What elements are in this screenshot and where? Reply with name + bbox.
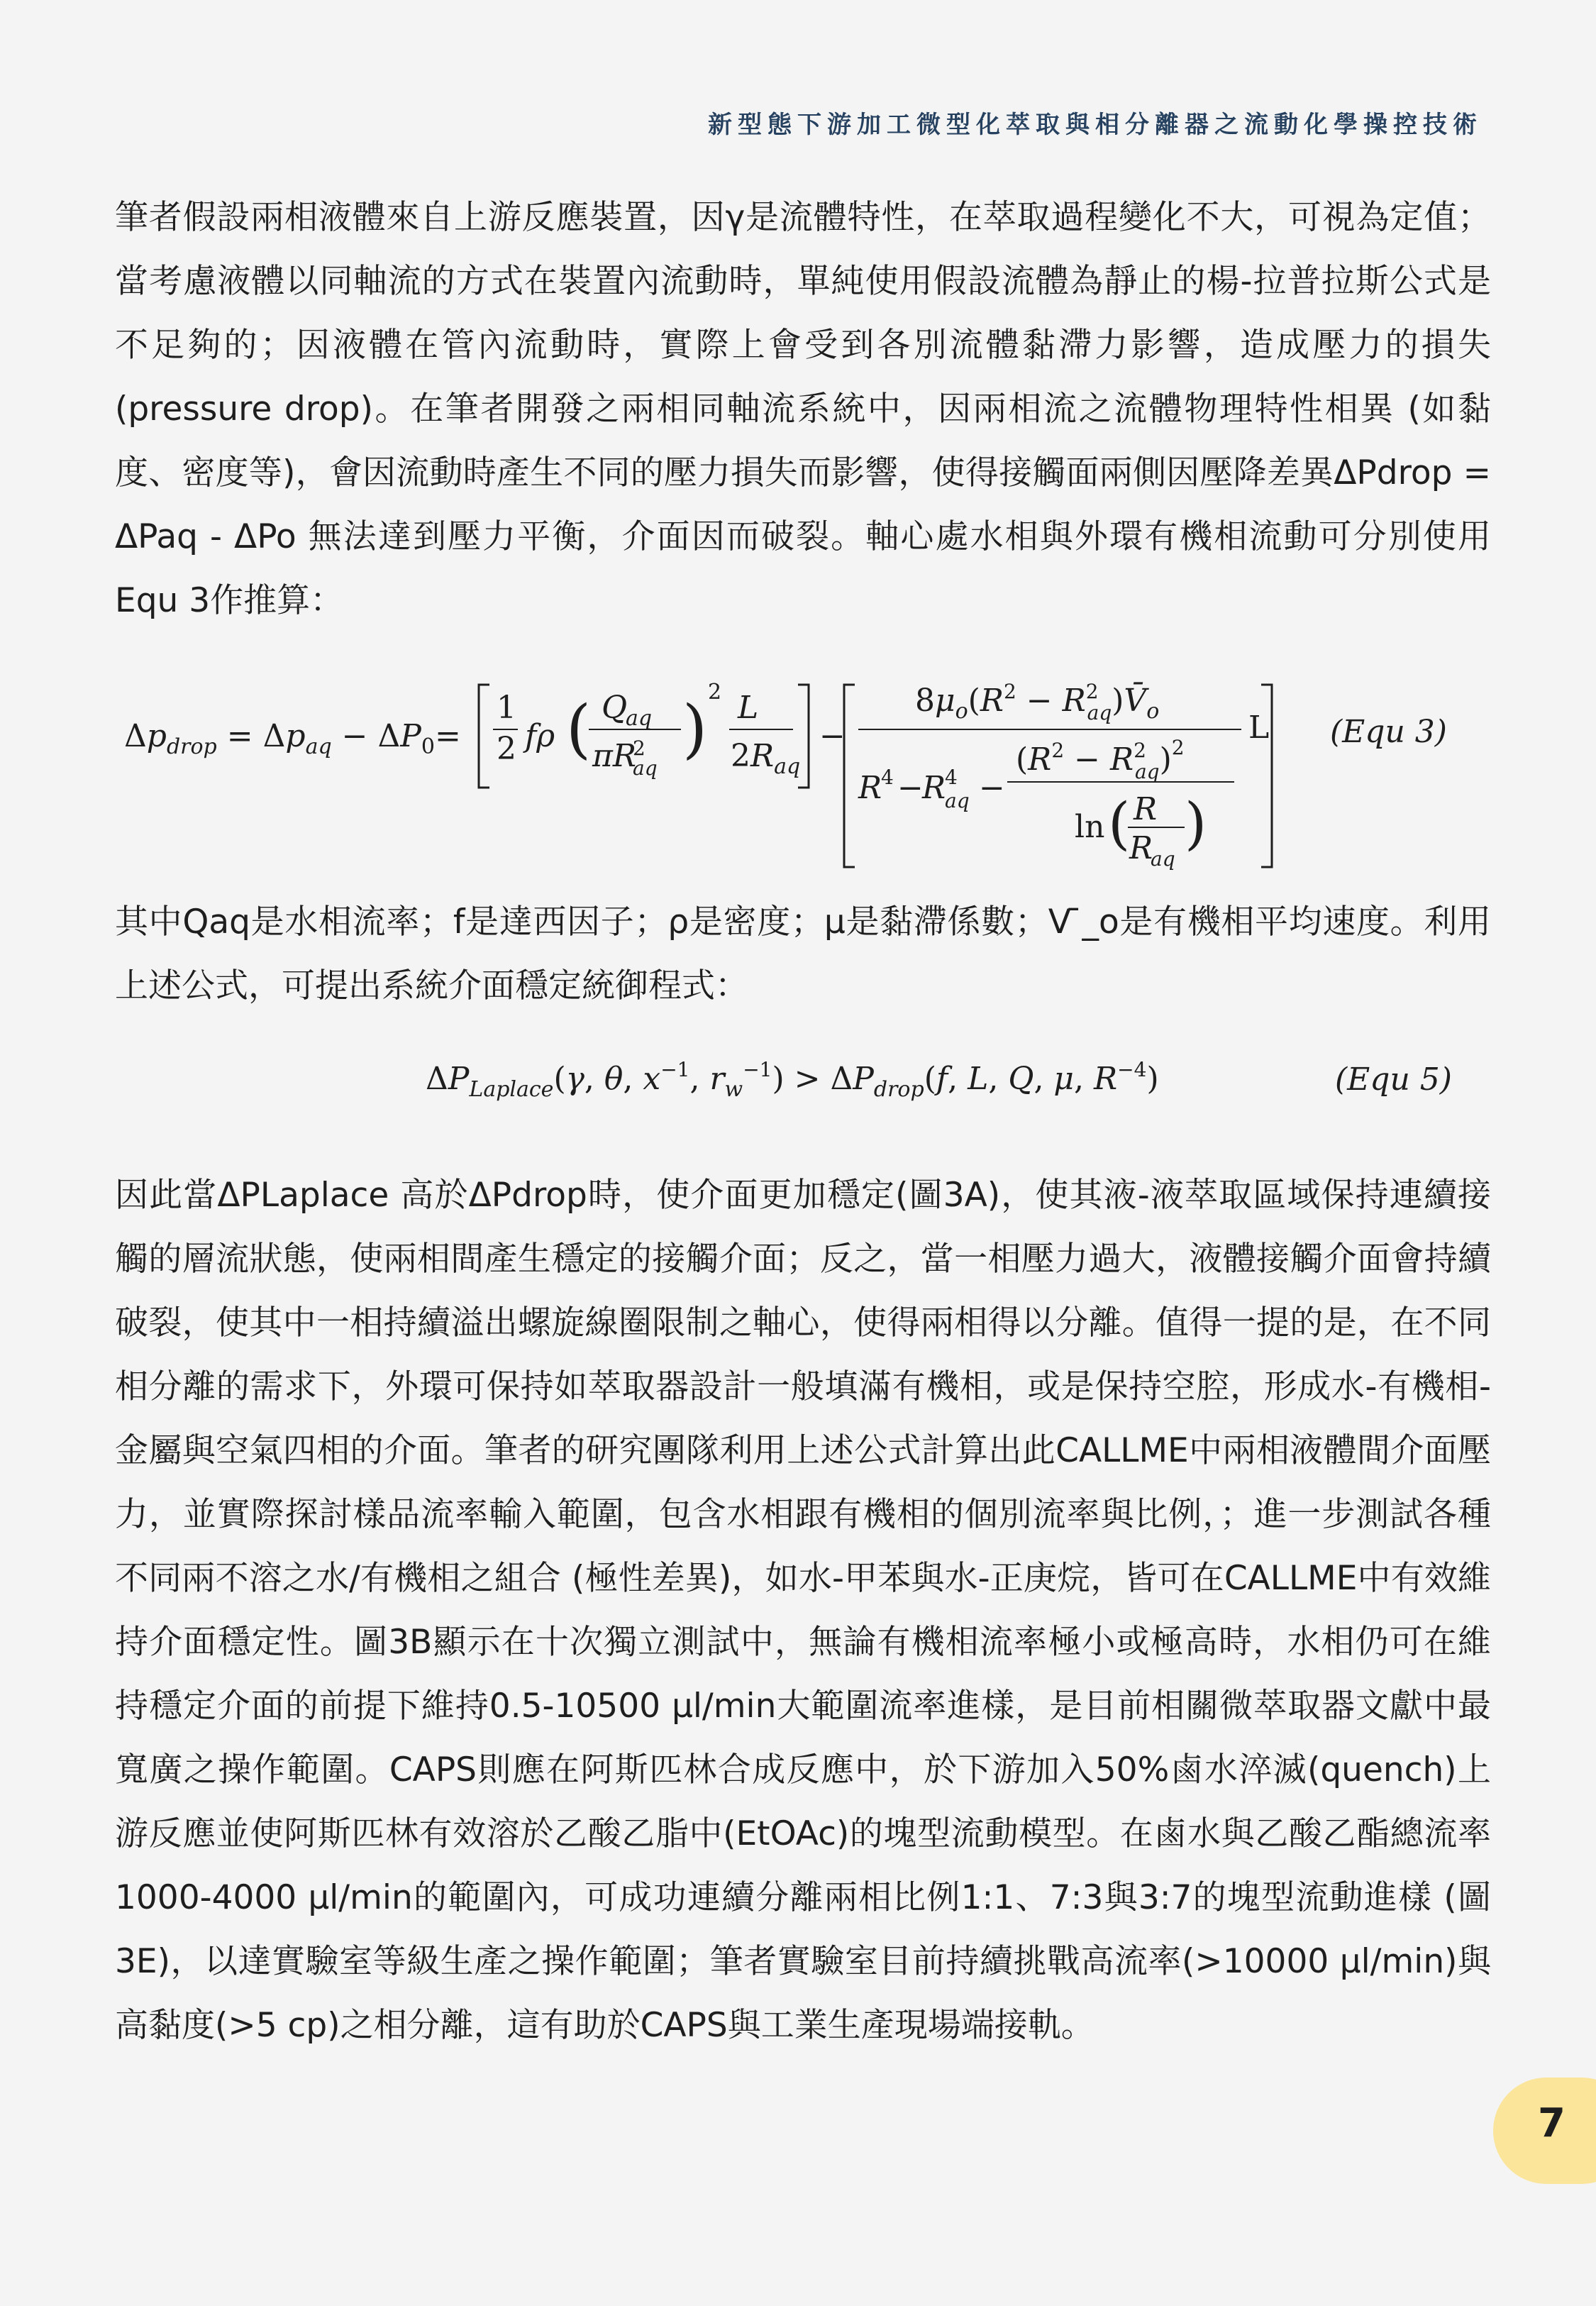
equation-5-graphic (426, 1050, 1490, 1107)
paragraph-2: 其中Qaq是水相流率；f是達西因子；ρ是密度；μ是黏滯係數；V ̄_o是有機相平均速度。利用上述公式，可提出系統介面穩定統御程式： (115, 903, 1491, 1005)
svg-text:(R2 − R2aq)2: ($R^2 - R^2$ aq)$^2$ (1016, 736, 1185, 783)
equation-5 (426, 1050, 1490, 1107)
svg-text:1: 1 (497, 690, 516, 726)
paragraph-3: 因此當ΔPLaplace 高於ΔPdrop時，使介面更加穩定(圖3A)，使其液-液萃取區域保持連續接觸的層流狀態，使兩相間產生穩定的接觸介面；反之，當一相壓力過大，液體接觸介面會持續破裂，使其中一相持續溢出螺旋線圈限制之軸心，使得兩相得以分離。值得一提的是，在不同相分離的需求下，外環可保持如萃取器設計一般填滿有機相，或是保持空腔，形成水-有機相-金屬與空氣四相的介面。筆者的研究團隊利用上述公式計算出此CALLME中兩相液體間介面壓力，並實際探討樣品流率輸入範圍，包含水相跟有機相的個別流率與比例，；進一步測試各種不同兩不溶之水/有機相之組合 (極性差異)，如水-甲苯與水-正庚烷，皆可在CALLME中有效維持介面穩定性。圖3B顯示在十次獨立測試中，無論有機相流率極小或極高時，水相仍可在維持穩定介面的前提下維持0.5-10500 μl/min大範圍流率進樣，是目前相關微萃取器文獻中最寬廣之操作範圍。CAPS則應在阿斯匹林合成反應中，於下游加入50%鹵水淬滅(quench)上游反應並使阿斯匹林有效溶於乙酸乙脂中(EtOAc)的塊型流動模型。在鹵水與乙酸乙酯總流率1000-4000 μl/min的範圍內，可成功連續分離兩相比例1:1、7:3與3:7的塊型流動進樣 (圖3E)，以達實驗室等級生產之操作範圍；筆者實驗室目前持續挑戰高流率(>10000 μl/min)與高黏度(>5 cp)之相分離，這有助於CAPS與工業生產現場端接軌。 (115, 1176, 1491, 2045)
svg-text:aq: aq (945, 789, 970, 812)
svg-text:R: R (922, 770, 946, 806)
svg-text:πR: πR (592, 738, 637, 774)
svg-text:L: L (738, 690, 759, 726)
svg-text:4: 4 (881, 766, 894, 789)
svg-text:aq: aq (626, 706, 653, 731)
paragraph-1: 筆者假設兩相液體來自上游反應裝置，因γ是流體特性，在萃取過程變化不大，可視為定值；當考慮液體以同軸流的方式在裝置內流動時，單純使用假設流體為靜止的楊-拉普拉斯公式是不足夠的；因液體在管內流動時，實際上會受到各別流體黏滯力影響，造成壓力的損失(pressure drop)。在筆者開發之兩相同軸流系統中，因兩相流之流體物理特性相異 (如黏度、密度等)，會因流動時產生不同的壓力損失而影響，使得接觸面兩側因壓降差異ΔPdrop = ΔPaq - ΔPo 無法達到壓力平衡，介面因而破裂。軸心處水相與外環有機相流動可分別使用Equ 3作推算： (115, 198, 1491, 620)
svg-text:aq: aq (1151, 847, 1175, 871)
svg-text:Δpdrop = Δpaq − ΔP0=: $\Delta p_{drop} = \Delta p_{aq} - \Delta P_0=$ (124, 718, 461, 759)
svg-text:2: 2 (708, 680, 722, 705)
svg-text:R: R (858, 770, 882, 806)
svg-text:fρ: fρ (525, 718, 555, 754)
svg-text:−: − (819, 718, 846, 754)
equation-3-label: (Equ 3) (1330, 714, 1447, 750)
svg-text:ΔPLaplace(γ, θ, x−1, rw−1) >: $\Delta P_{Laplace}(\gamma$, θ, $x^{-1}$, $r_w^{-1}) > \Delta P_{drop}(f$, L, Q, μ, $R^{-4}$) (426, 1058, 1159, 1102)
svg-text:2: 2 (497, 731, 516, 767)
svg-text:R: R (1129, 830, 1153, 866)
equation-5-label: (Equ 5) (1335, 1061, 1452, 1098)
running-header: 新型態下游加工微型化萃取與相分離器之流動化學操控技術 (708, 111, 1483, 139)
svg-text:R: R (1134, 791, 1158, 827)
svg-text:Q: Q (602, 690, 628, 726)
svg-text:2Raq: $2R_{aq}$ (731, 738, 801, 779)
svg-text:(: ( (1108, 790, 1131, 856)
svg-text:(: ( (566, 692, 592, 766)
svg-text:8μo(R2 − R2aq)V̄o: $8\mu_o(R^2 - R^2$ $aq)V̄_o$ (915, 680, 1160, 724)
svg-text:4: 4 (945, 766, 958, 789)
svg-text:): ) (682, 692, 708, 766)
equation-3 (121, 667, 1483, 880)
svg-text:L: L (1248, 710, 1270, 746)
svg-text:−: − (979, 770, 1005, 806)
equation-3-graphic (121, 667, 1483, 880)
svg-text:ln: ln (1075, 809, 1105, 845)
svg-text:2: 2 (633, 737, 645, 760)
svg-text:aq: aq (633, 756, 658, 780)
svg-text:−: − (897, 770, 924, 806)
page-number: 7 (1538, 2100, 1565, 2146)
svg-text:): ) (1185, 790, 1207, 856)
